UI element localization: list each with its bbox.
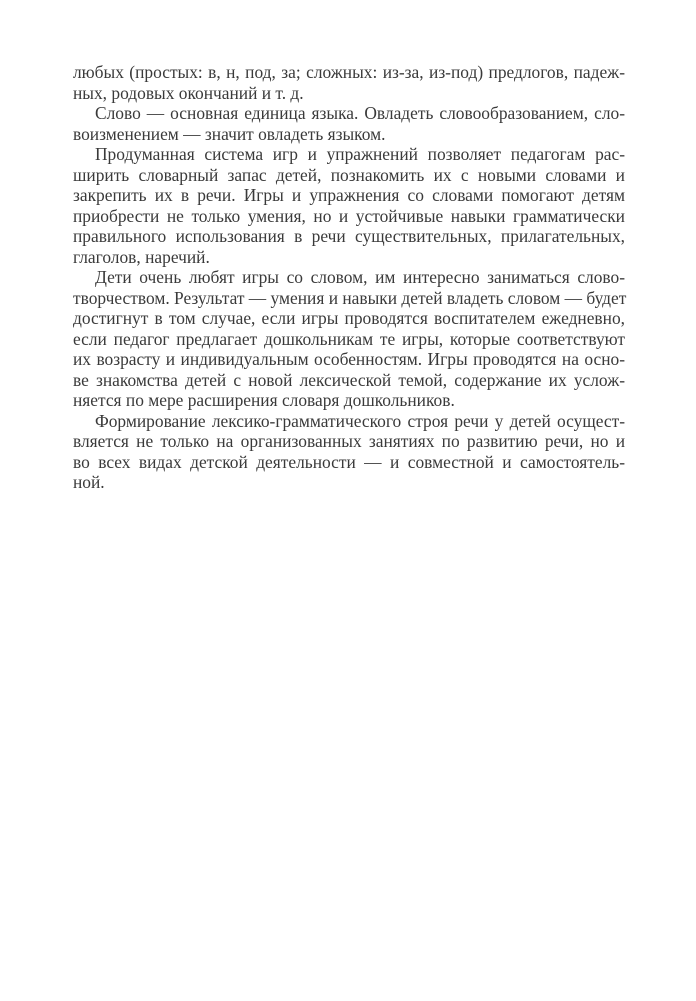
text-line: Дети очень любят игры со словом, им интересно заниматься слово- <box>95 267 625 287</box>
text-line: ных, родовых окончаний и т. д. <box>73 82 304 103</box>
text-line: закрепить их в речи. Игры и упражнения со словами помогают детям <box>73 185 625 205</box>
text-line: правильного использования в речи существительных, прилагательных, <box>73 226 625 246</box>
text-line: любых (простых: в, н, под, за; сложных: из-за, из-под) предлогов, падеж- <box>73 62 625 82</box>
paragraph-5 <box>73 411 625 493</box>
text-line: вляется не только на организованных занятиях по развитию речи, но и <box>73 431 625 451</box>
text-line: Формирование лексико-грамматического строя речи у детей осущест- <box>95 410 625 431</box>
paragraph-4 <box>73 267 625 411</box>
text-line: ве знакомства детей с новой лексической темой, содержание их услож- <box>73 369 625 390</box>
text-line: их возрасту и индивидуальным особенностям. Игры проводятся на осно- <box>73 349 625 369</box>
paragraph-2 <box>73 103 625 144</box>
text-line: ширить словарный запас детей, познакомить их с новыми словами и <box>73 164 625 185</box>
text-line: Слово — основная единица языка. Овладеть словообразованием, сло- <box>95 103 625 123</box>
text-line: Продуманная система игр и упражнений позволяет педагогам рас- <box>95 144 625 164</box>
text-line: няется по мере расширения словаря дошкольников. <box>73 390 455 410</box>
text-line: приобрести не только умения, но и устойчивые навыки грамматически <box>73 205 625 226</box>
paragraph-1 <box>73 62 625 103</box>
text-line: во всех видах детской деятельности — и совместной и самостоятель- <box>73 451 625 472</box>
text-line: достигнут в том случае, если игры проводятся воспитателем ежедневно, <box>73 308 625 328</box>
paragraph-3 <box>73 144 625 267</box>
text-line: воизменением — значит овладеть языком. <box>73 123 386 144</box>
text-line: если педагог предлагает дошкольникам те игры, которые соответствуют <box>73 328 625 349</box>
text-line: творчеством. Результат — умения и навыки детей владеть словом — будет <box>73 287 627 308</box>
text-line: ной. <box>73 472 105 492</box>
text-line: глаголов, наречий. <box>73 246 210 267</box>
body-text <box>73 62 625 493</box>
